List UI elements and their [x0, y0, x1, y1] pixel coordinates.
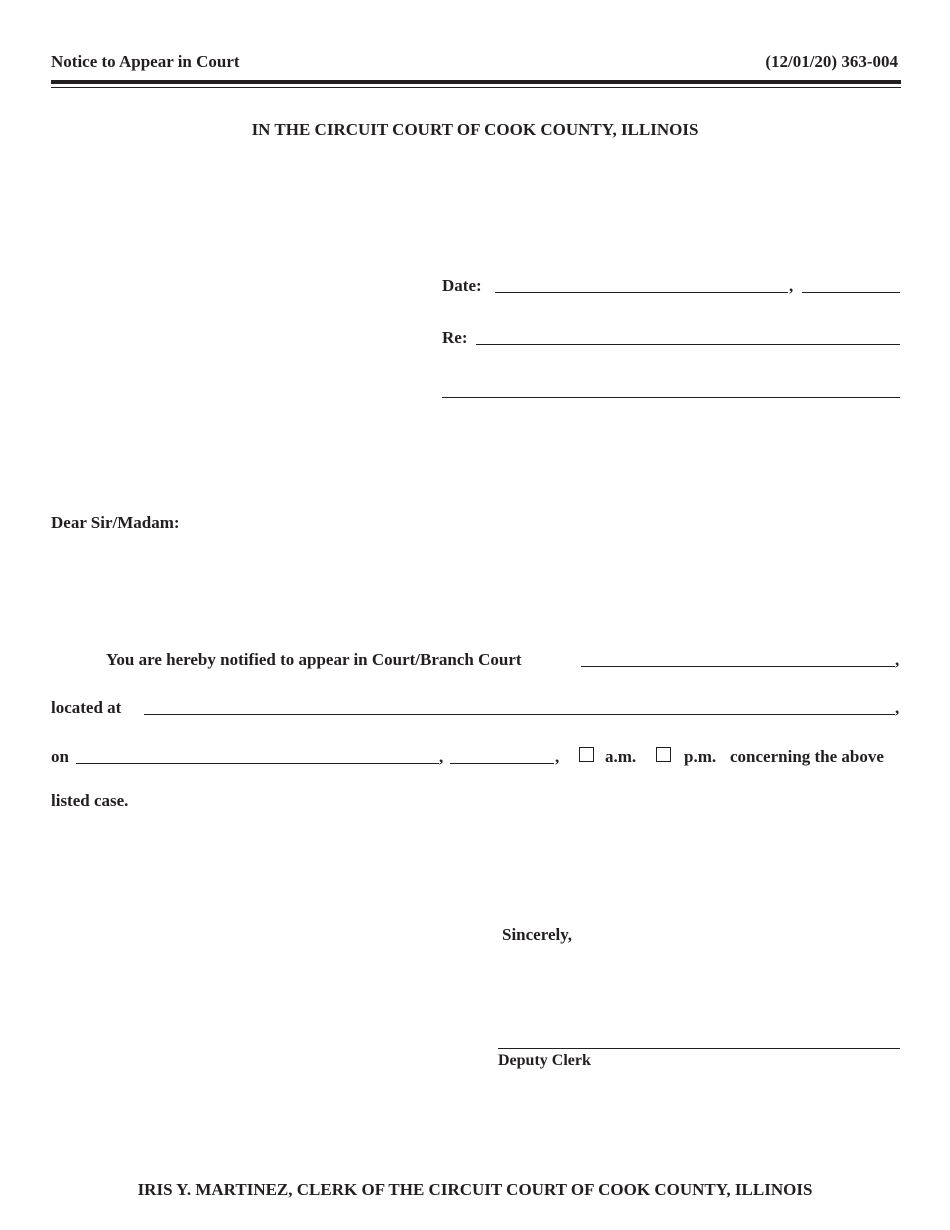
year-field[interactable]	[802, 292, 900, 293]
body-line-1-text: You are hereby notified to appear in Court/Branch Court	[106, 650, 522, 669]
body-line-3-on: on	[51, 747, 69, 766]
form-number: (12/01/20) 363-004	[765, 52, 898, 71]
pm-checkbox[interactable]	[656, 747, 671, 762]
appearance-time-field[interactable]	[450, 763, 554, 764]
body-line-3-comma-1: ,	[439, 747, 444, 766]
header-rule-thin	[51, 87, 901, 88]
signature-label: Deputy Clerk	[498, 1052, 591, 1069]
re-label: Re:	[442, 328, 468, 347]
am-checkbox[interactable]	[579, 747, 594, 762]
re-field-line-1[interactable]	[476, 344, 900, 345]
appearance-date-field[interactable]	[76, 763, 439, 764]
body-line-1-comma: ,	[895, 650, 900, 669]
salutation: Dear Sir/Madam:	[51, 513, 180, 532]
body-line-3-tail: concerning the above	[730, 747, 884, 766]
location-field[interactable]	[144, 714, 895, 715]
court-branch-field[interactable]	[581, 666, 895, 667]
re-field-line-2[interactable]	[442, 397, 900, 398]
body-line-3-comma-2: ,	[555, 747, 560, 766]
form-title: Notice to Appear in Court	[51, 52, 240, 71]
date-label: Date:	[442, 276, 482, 295]
pm-label: p.m.	[684, 747, 717, 766]
body-line-2-text: located at	[51, 698, 122, 717]
header-rule-thick	[51, 80, 901, 84]
body-line-2-comma: ,	[895, 698, 900, 717]
date-comma: ,	[789, 276, 794, 295]
footer-clerk: IRIS Y. MARTINEZ, CLERK OF THE CIRCUIT COURT OF COOK COUNTY, ILLINOIS	[137, 1180, 813, 1199]
am-label: a.m.	[605, 747, 637, 766]
closing: Sincerely,	[502, 925, 573, 944]
date-field[interactable]	[495, 292, 788, 293]
signature-line[interactable]	[498, 1048, 900, 1049]
body-line-4-text: listed case.	[51, 791, 129, 810]
court-caption: IN THE CIRCUIT COURT OF COOK COUNTY, ILLINOIS	[251, 120, 699, 139]
